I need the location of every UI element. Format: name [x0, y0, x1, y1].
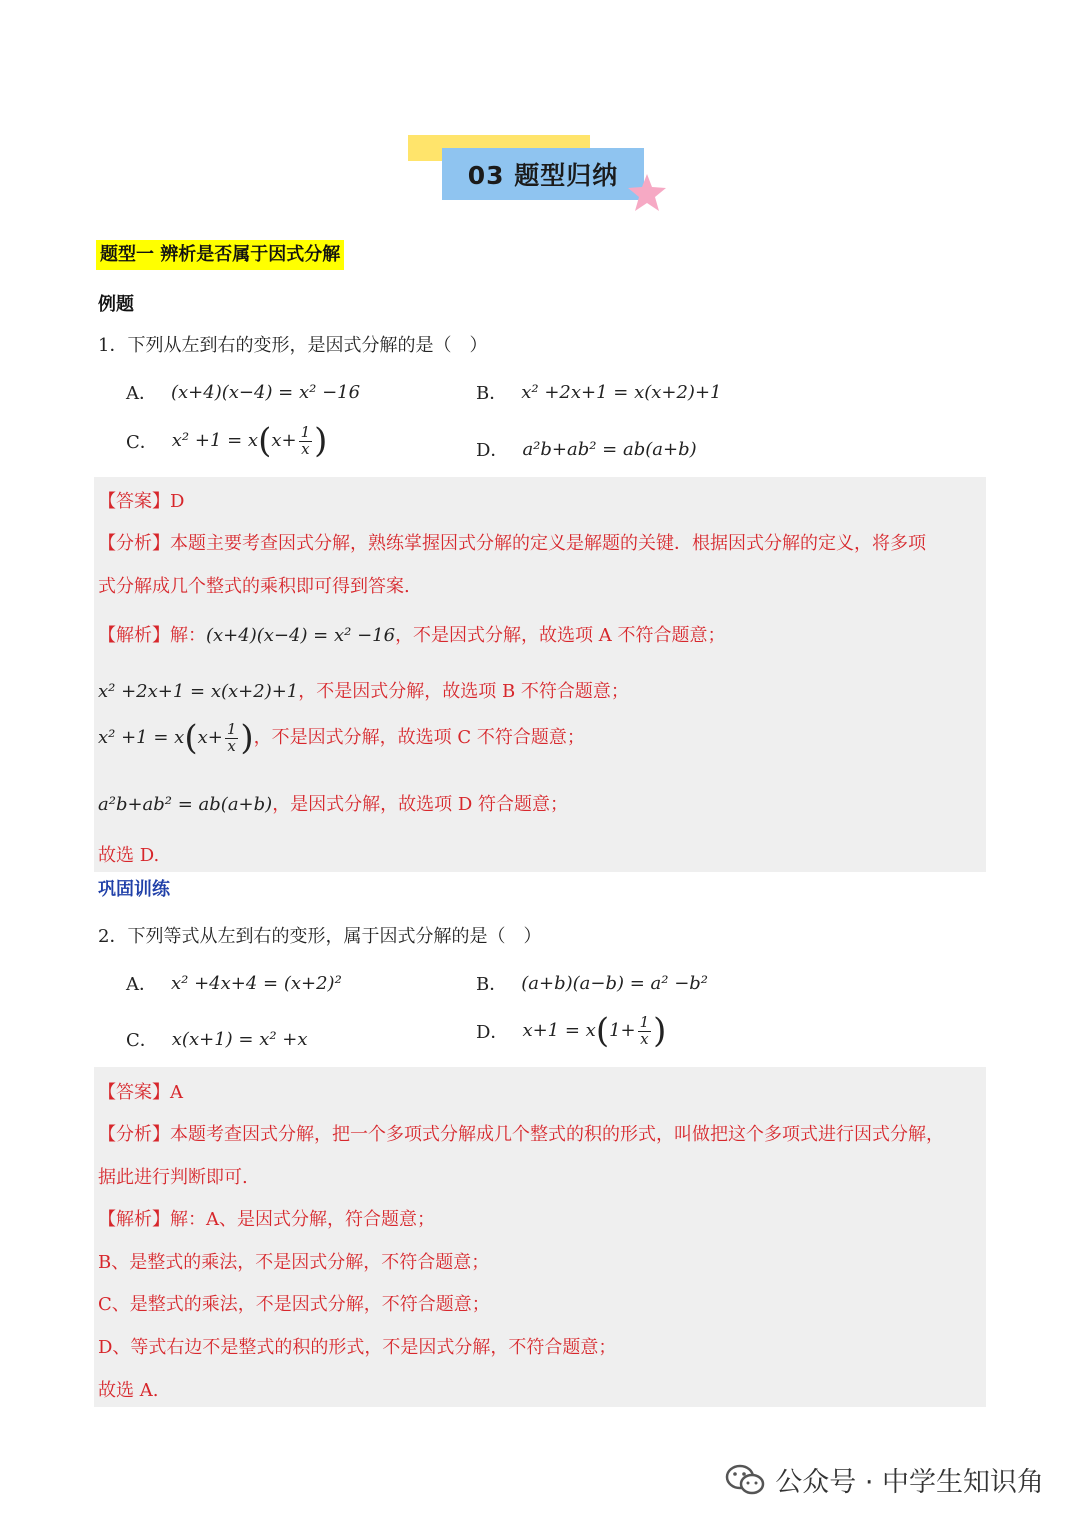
option-math: x² +4x+4 = (x+2)² [171, 972, 342, 994]
option-math: (a+b)(a−b) = a² −b² [521, 972, 709, 994]
fraction-numerator: 1 [226, 719, 237, 738]
q2-solution-2: B、是整式的乘法，不是因式分解，不符合题意； [98, 1252, 490, 1273]
option-letter: A． [126, 383, 157, 404]
solution-text: ，不是因式分解，故选项 A 不符合题意； [395, 625, 726, 646]
q1-solution-a [98, 621, 726, 647]
fraction [299, 422, 313, 458]
fraction [225, 719, 239, 755]
math-part: x+ [271, 430, 297, 451]
math-part: x² +1 = x [98, 727, 185, 748]
practice-label: 巩固训练 [98, 879, 170, 900]
watermark [725, 1460, 1044, 1499]
q1-stem: 1．下列从左到右的变形，是因式分解的是（ ） [98, 335, 488, 356]
solution-math: a²b+ab² = ab(a+b) [98, 794, 273, 815]
option-letter: C． [126, 432, 158, 453]
q2-stem: 2．下列等式从左到右的变形，属于因式分解的是（ ） [98, 926, 542, 947]
q1-analysis-line-2: 式分解成几个整式的乘积即可得到答案. [98, 576, 410, 597]
option-math: x+1 = x(1+ $\frac{1}{x}$ ) [522, 1011, 667, 1051]
q1-solution-c [98, 718, 585, 758]
option-letter: D． [476, 440, 509, 461]
q1-option-c [126, 421, 328, 461]
q1-answer: 【答案】D [98, 491, 185, 512]
q2-solution-3: C、是整式的乘法，不是因式分解，不符合题意； [98, 1294, 490, 1315]
option-letter: A． [126, 974, 157, 995]
solution-math: (x+4)(x−4) = x² −16 [206, 625, 396, 646]
solution-prefix: 【解析】解： [98, 625, 206, 646]
q2-analysis-line-1: 【分析】本题考查因式分解，把一个多项式分解成几个整式的积的形式，叫做把这个多项式进行因式分解， [98, 1124, 944, 1145]
q1-option-a [126, 379, 360, 405]
option-letter: B． [476, 974, 508, 995]
q2-answer-box [94, 1067, 986, 1407]
q1-solution-b [98, 677, 629, 703]
q2-solution-4: D、等式右边不是整式的积的形式，不是因式分解，不符合题意； [98, 1337, 617, 1358]
q1-option-d [476, 436, 697, 462]
math-part: x+ [197, 727, 223, 748]
watermark-text: 公众号 · 中学生知识角 [775, 1467, 1044, 1498]
option-math: a²b+ab² = ab(a+b) [522, 438, 697, 460]
q1-analysis-line-1: 【分析】本题主要考查因式分解，熟练掌握因式分解的定义是解题的关键．根据因式分解的定义，将多项 [98, 533, 926, 554]
q2-solution-1: 【解析】解：A、是因式分解，符合题意； [98, 1209, 435, 1230]
q1-solution-d [98, 790, 568, 816]
section-header [442, 148, 644, 200]
q2-conclusion: 故选 A. [98, 1380, 159, 1401]
q2-option-c [126, 1026, 308, 1052]
solution-text: ，不是因式分解，故选项 B 不符合题意； [298, 681, 629, 702]
q1-conclusion: 故选 D. [98, 845, 160, 866]
q2-option-b [476, 970, 708, 996]
option-math: x(x+1) = x² +x [171, 1028, 308, 1050]
solution-text: ，是因式分解，故选项 D 符合题意； [272, 794, 569, 815]
fraction-denominator: x [301, 439, 310, 458]
option-math: (x+4)(x−4) = x² −16 [171, 381, 361, 403]
q2-option-a [126, 970, 342, 996]
solution-math: x² +1 = x(x+ $\frac{1}{x}$ ) [98, 718, 254, 758]
option-letter: C． [126, 1030, 158, 1051]
solution-math: x² +2x+1 = x(x+2)+1 [98, 681, 299, 702]
q1-option-b [476, 379, 721, 405]
q2-option-d [476, 1011, 667, 1051]
option-letter: D． [476, 1022, 509, 1043]
wechat-icon [725, 1464, 765, 1496]
fraction-denominator: x [640, 1029, 649, 1048]
star-icon [626, 172, 668, 214]
fraction-numerator: 1 [639, 1012, 650, 1031]
q1-answer-box [94, 477, 986, 872]
q2-analysis-line-2: 据此进行判断即可. [98, 1167, 248, 1188]
math-part: 1+ [609, 1020, 636, 1041]
solution-text: ，不是因式分解，故选项 C 不符合题意； [253, 727, 585, 748]
option-letter: B． [476, 383, 508, 404]
option-math: x² +2x+1 = x(x+2)+1 [521, 381, 722, 403]
fraction [638, 1012, 652, 1048]
example-label: 例题 [98, 294, 134, 315]
q2-answer: 【答案】A [98, 1082, 183, 1103]
option-math: x² +1 = x(x+ $\frac{1}{x}$ ) [171, 421, 328, 461]
fraction-numerator: 1 [300, 422, 311, 441]
math-part: x+1 = x [522, 1020, 596, 1041]
section-header-label: 03 题型归纳 [467, 161, 619, 190]
math-part: x² +1 = x [171, 430, 259, 451]
topic-tag: 题型一 辨析是否属于因式分解 [96, 240, 344, 270]
fraction-denominator: x [227, 736, 236, 755]
